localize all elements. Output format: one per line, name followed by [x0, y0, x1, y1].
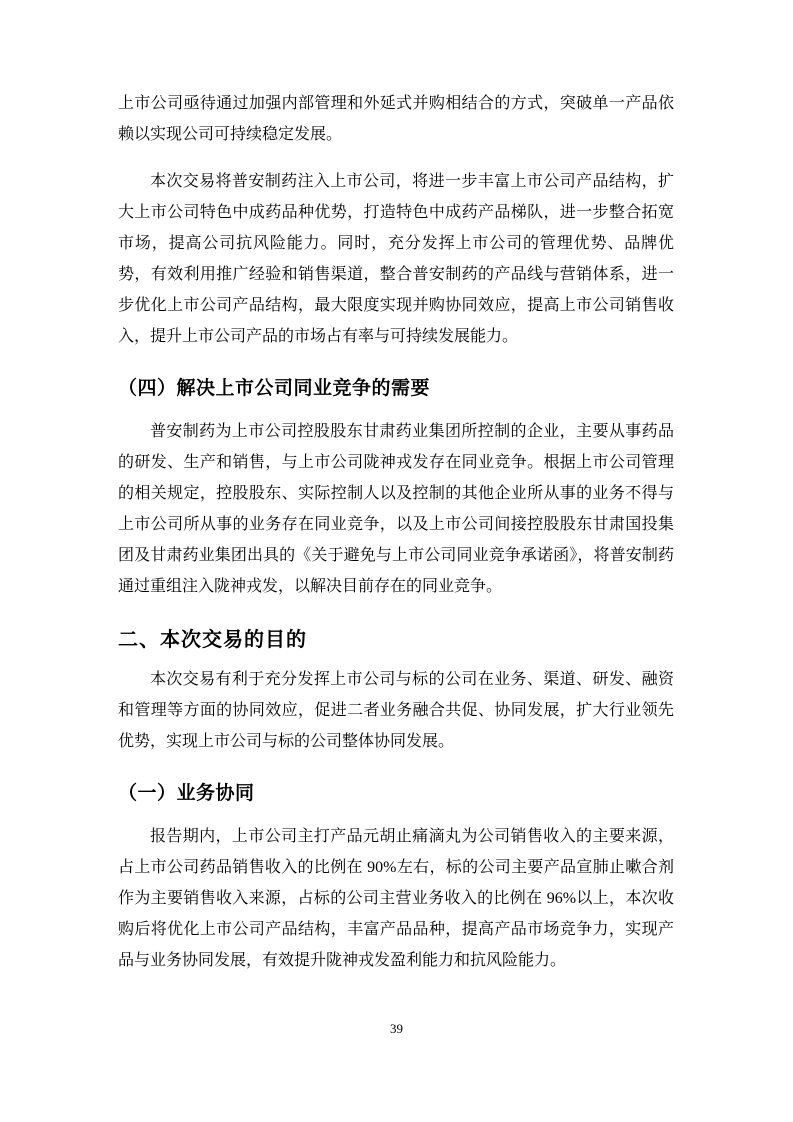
- page-number: 39: [390, 1021, 403, 1036]
- paragraph-purpose-synergy: 本次交易有利于充分发挥上市公司与标的公司在业务、渠道、研发、融资和管理等方面的协同效应，促进二者业务融合共促、协同发展，扩大行业领先优势，实现上市公司与标的公司整体协同发展。: [118, 671, 674, 750]
- section-heading-business-synergy: （一）业务协同: [118, 783, 255, 804]
- paragraph-transaction-injection: 本次交易将普安制药注入上市公司，将进一步丰富上市公司产品结构，扩大上市公司特色中成药品种优势，打造特色中成药产品梯队，进一步整合拓宽市场，提高公司抗风险能力。同时，充分发挥上市公司的管理优势、品牌优势，有效利用推广经验和销售渠道，整合普安制药的产品线与营销体系，进一步优化上市公司产品结构，最大限度实现并购协同效应，提高上市公司销售收入，提升上市公司产品的市场占有率与可持续发展能力。: [118, 173, 674, 345]
- page-footer: [0, 1020, 793, 1038]
- page-content: [118, 88, 674, 976]
- paragraph-competition-detail: 普安制药为上市公司控股股东甘肃药业集团所控制的企业，主要从事药品的研发、生产和销售，与上市公司陇神戎发存在同业竞争。根据上市公司管理的相关规定，控股股东、实际控制人以及控制的其他企业所从事的业务不得与上市公司所从事的业务存在同业竞争，以及上市公司间接控股股东甘肃国投集团及甘肃药业集团出具的《关于避免与上市公司同业竞争承诺函》，将普安制药通过重组注入陇神戎发，以解决目前存在的同业竞争。: [118, 423, 674, 595]
- chapter-heading-transaction-purpose: 二、本次交易的目的: [118, 629, 307, 651]
- section-heading-resolve-competition: （四）解决上市公司同业竞争的需要: [118, 378, 431, 399]
- paragraph-carryover: 上市公司亟待通过加强内部管理和外延式并购相结合的方式，突破单一产品依赖以实现公司可持续稳定发展。: [118, 95, 674, 143]
- paragraph-business-synergy-detail: 报告期内，上市公司主打产品元胡止痛滴丸为公司销售收入的主要来源，占上市公司药品销售收入的比例在 90%左右，标的公司主要产品宣肺止嗽合剂作为主要销售收入来源，占标的公司主营业务收入的比例在 96%以上，本次收购后将优化上市公司产品结构，丰富产品品种，提高产品市场竞争力，实现产品与业务协同发展，有效提升陇神戎发盈利能力和抗风险能力。: [118, 828, 674, 969]
